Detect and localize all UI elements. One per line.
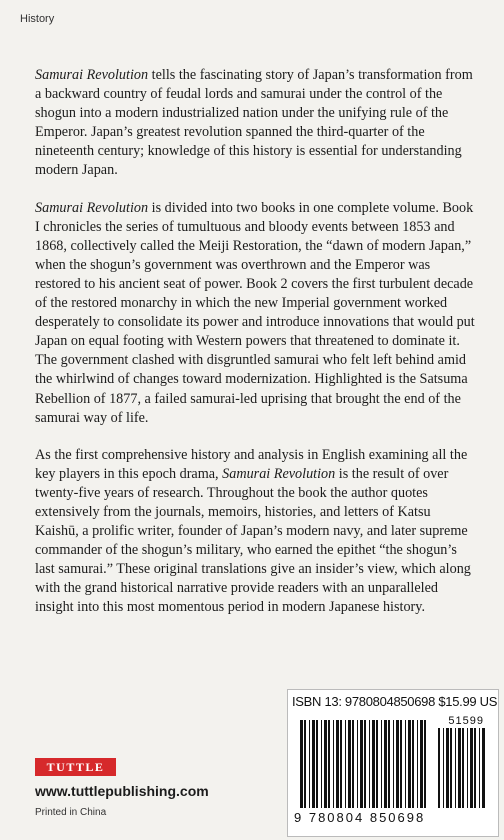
barcode-bar: [438, 728, 440, 808]
barcode-bar: [396, 720, 399, 808]
barcode-bar: [482, 728, 485, 808]
barcode-bar: [400, 720, 402, 808]
barcode-bar: [381, 720, 382, 808]
barcode-bar: [384, 720, 387, 808]
barcode-bar: [462, 728, 464, 808]
description-body: [35, 66, 475, 636]
barcode-bar: [420, 720, 423, 808]
book-title: Samurai Revolution: [35, 199, 149, 216]
barcode-bar: [321, 720, 322, 808]
paragraph-text: is the result of over twenty-five years of research. Throughout the book the author quotes extensively from the journals, memoirs, histories, and letters of Katsu Kaishū, a prolific writer, founder of Japan’s modern navy, and later supreme commander of the shogun’s military, who earned the epithet “the shogun’s last samurai.” These original translations give an insider’s view, which along with the grand historical narrative provide readers with an unparalleled insight into this most momentous period in modern Japanese history.: [35, 465, 471, 616]
barcode-bar: [340, 720, 342, 808]
barcode-bar: [360, 720, 363, 808]
barcode-bar: [408, 720, 411, 808]
barcode-digits: 9 780804 850698: [294, 810, 426, 825]
paragraph-text: tells the fascinating story of Japan’s transformation from a backward country of feudal lords and samurai under the control of the shogun into a modern industrialized nation under the unifying rule of the Emperor. Japan’s greatest revolution spanned the third-quarter of the nineteenth century; knowledge of this history is essential for understanding modern Japan.: [35, 67, 473, 179]
barcode-bar: [324, 720, 327, 808]
barcode-bar: [450, 728, 452, 808]
barcode-bar: [455, 728, 456, 808]
barcode-bar: [357, 720, 358, 808]
barcode-bar: [412, 720, 414, 808]
paragraph-text: is divided into two books in one complete volume. Book I chronicles the series of tumultuous and bloody events between 1853 and 1868, collectively called the Meiji Restoration, the “dawn of modern Japan,” when the shogun’s government was overthrown and the Emperor was restored to his ancient seat of power. Book 2 covers the first turbulent decade of the restored monarchy in which the new Imperial government worked desperately to consolidate its power and introduce innovations that would put Japan on equal footing with Western powers that threatened to dominate it. The government clashed with disgruntled samurai who felt left behind amid the whirlwind of changes toward modernization. Highlighted is the Satsuma Rebellion of 1877, a failed samurai-led uprising that brought the end of the samurai way of life.: [35, 199, 475, 426]
barcode-bar: [372, 720, 375, 808]
printed-in-label: Printed in China: [35, 807, 107, 818]
isbn-price-line: ISBN 13: 9780804850698 $15.99 US: [292, 694, 498, 709]
barcode-bar: [467, 728, 468, 808]
barcode-bar: [446, 728, 449, 808]
barcode-bar: [443, 728, 444, 808]
barcode-bar: [388, 720, 390, 808]
barcode-bar: [352, 720, 354, 808]
barcode-bar: [369, 720, 370, 808]
barcode-bar: [376, 720, 378, 808]
price-code: 51599: [448, 715, 484, 727]
category-label: History: [20, 13, 55, 25]
barcode-bar: [300, 720, 303, 808]
barcode-bar: [336, 720, 339, 808]
paragraph-text: As the first comprehensive history and analysis in English examining all the key players in this epoch drama,: [35, 446, 468, 482]
book-title: Samurai Revolution: [35, 67, 149, 83]
paragraph-1: [35, 66, 475, 181]
paragraph-2: [35, 199, 475, 428]
barcode-bar: [328, 720, 330, 808]
barcode-bar: [393, 720, 394, 808]
barcode-bar: [345, 720, 346, 808]
barcode-bar: [364, 720, 366, 808]
barcode-main-bars: [300, 720, 430, 808]
barcode-bar: [348, 720, 351, 808]
barcode-bar: [304, 720, 306, 808]
barcode-bar: [312, 720, 315, 808]
barcode-sticker: [287, 689, 499, 837]
barcode-bar: [458, 728, 461, 808]
barcode-bar: [316, 720, 318, 808]
publisher-logo: TUTTLE: [35, 758, 116, 776]
barcode-bar: [333, 720, 334, 808]
barcode-bar: [417, 720, 418, 808]
barcode-bar: [405, 720, 406, 808]
barcode-bar: [474, 728, 476, 808]
publisher-website: www.tuttlepublishing.com: [35, 783, 209, 799]
paragraph-3: [35, 446, 475, 618]
barcode-bar: [309, 720, 310, 808]
barcode-bar: [470, 728, 473, 808]
barcode-addon-bars: [438, 728, 486, 808]
barcode-bar: [479, 728, 480, 808]
barcode-bar: [424, 720, 426, 808]
book-title: Samurai Revolution: [222, 465, 336, 482]
